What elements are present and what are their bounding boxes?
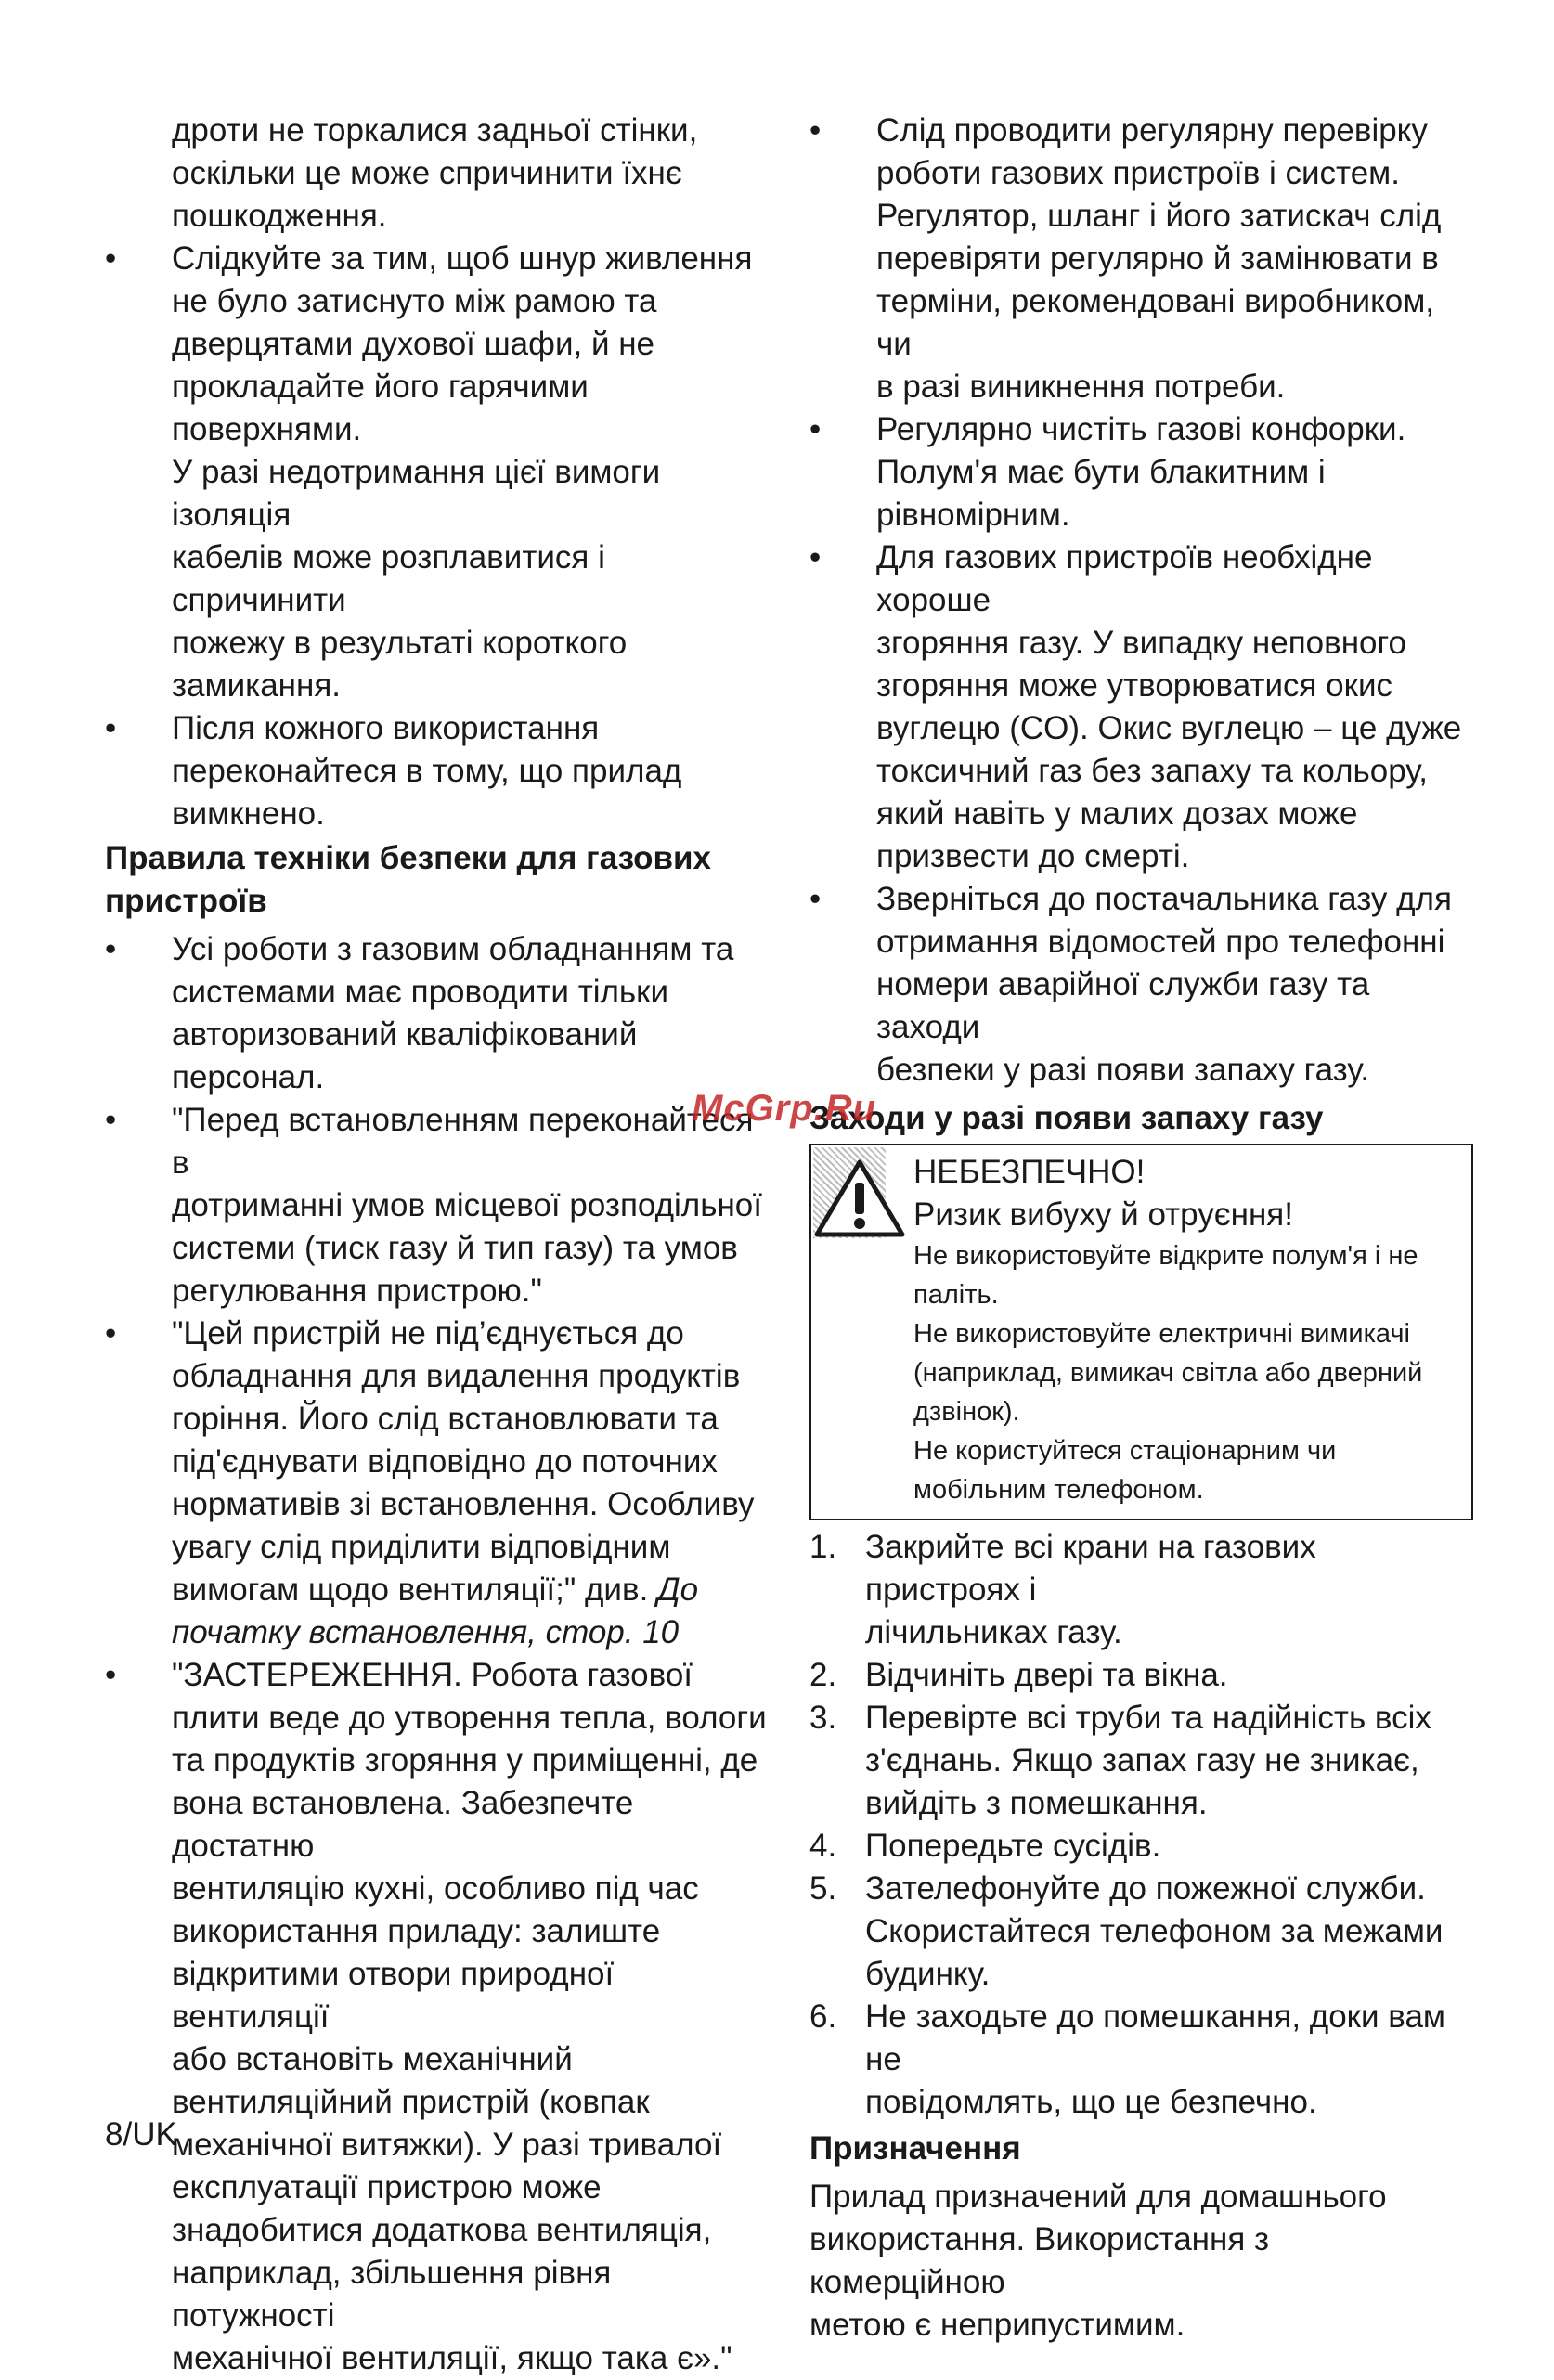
list-item: • "Цей пристрій не під’єднується до обладнання для видалення продуктів горіння. Його слід встановлювати та під'єднувати відповідно до поточних нормативів зі встановлення. Особливу увагу слід приділити відповідним вимогам щодо вентиляції;" див. До початку встановлення, стор. 10 [105, 1313, 773, 1654]
bullet-mark: • [105, 1657, 117, 1693]
page-number: 8/UK [105, 2116, 177, 2153]
list-item: • Регулярно чистіть газові конфорки. Полум'я має бути блакитним і рівномірним. [809, 408, 1473, 537]
list-item: 2. Відчиніть двері та вікна. [809, 1657, 1228, 1693]
cross-reference: початку встановлення, стор. 10 [172, 1614, 680, 1650]
list-item: 6. Не заходьте до помешкання, доки вам не повідомлять, що це безпечно. [809, 1998, 1445, 2120]
list-item: • "ЗАСТЕРЕЖЕННЯ. Робота газової плити веде до утворення тепла, вологи та продуктів згоряння у приміщенні, де вона встановлена. Забезпечте достатню вентиляцію кухні, особливо під час використання приладу: залиште відкритими отвори природної вентиляції або встановіть механічний вентиляційний пристрій (ковпак механічної витяжки). У разі тривалої експлуатації пристрою може знадобитися додаткова вентиляція, наприклад, збільшення рівня потужності механічної вентиляції, якщо така є»." [105, 1654, 773, 2380]
section-heading-gas-smell: Заходи у разі появи запаху газу [809, 1100, 1324, 1136]
section-heading-gas-safety: Правила техніки безпеки для газових пристроїв [105, 840, 712, 919]
continued-text: дроти не торкалися задньої стінки, оскільки це може спричинити їхнє пошкодження. [172, 112, 698, 234]
cross-reference: До [657, 1572, 699, 1608]
bullet-mark: • [105, 1102, 117, 1138]
bullet-mark: • [809, 539, 822, 576]
list-item: 1. Закрийте всі крани на газових пристроях і лічильниках газу. [809, 1529, 1316, 1650]
warning-title: НЕБЕЗПЕЧНО! [913, 1154, 1146, 1190]
list-item: 5. Зателефонуйте до пожежної служби. Скористайтеся телефоном за межами будинку. [809, 1870, 1444, 1992]
watermark: McGrp.Ru [692, 1088, 877, 1129]
warning-triangle-icon [813, 1158, 906, 1238]
bullet-mark: • [809, 411, 822, 447]
bullet-mark: • [105, 710, 117, 746]
list-item: • Після кожного використання переконайтеся в тому, що прилад вимкнено. [105, 707, 773, 835]
danger-warning-box: НЕБЕЗПЕЧНО! Ризик вибуху й отруєння! Не використовуйте відкрите полум'я і не паліть. Не використовуйте електричні вимикачі (наприклад, вимикач світла або дверний дзвінок). Не користуйтеся стаціонарним чи мобільним телефоном. [809, 1144, 1473, 1520]
list-item: • Слідкуйте за тим, щоб шнур живлення не було затиснуто між рамою та дверцятами духової шафи, й не прокладайте його гарячими поверхнями. У разі недотримання цієї вимоги ізоляція кабелів може розплавитися і спричинити пожежу в результаті короткого замикання. [105, 238, 773, 707]
bullet-mark: • [105, 240, 117, 277]
list-item: • Слід проводити регулярну перевірку роботи газових пристроїв і систем. Регулятор, шланг і його затискач слід перевіряти регулярно й замінювати в терміни, рекомендовані виробником, чи в разі виникнення потреби. [809, 110, 1473, 408]
left-column [105, 110, 773, 2380]
bullet-mark: • [105, 931, 117, 967]
bullet-mark: • [105, 1315, 117, 1352]
list-item: • "Перед встановленням переконайтеся в дотриманні умов місцевої розподільної системи (тиск газу й тип газу) та умов регулювання пристрою." [105, 1099, 773, 1313]
list-item: • Зверніться до постачальника газу для отримання відомостей про телефонні номери аварійної служби газу та заходи безпеки у разі появи запаху газу. [809, 878, 1473, 1092]
list-item: • Для газових пристроїв необхідне хороше згоряння газу. У випадку неповного згоряння може утворюватися окис вуглецю (CO). Окис вуглецю – це дуже токсичний газ без запаху та кольору, який навіть у малих дозах може призвести до смерті. [809, 537, 1473, 878]
right-column [809, 110, 1473, 2347]
warning-subtitle: Ризик вибуху й отруєння! [913, 1196, 1293, 1233]
section-heading-purpose: Призначення [809, 2130, 1021, 2167]
purpose-paragraph: Прилад призначений для домашнього використання. Використання з комерційною метою є неприпустимим. [809, 2179, 1387, 2343]
list-item: • Усі роботи з газовим обладнанням та системами має проводити тільки авторизований кваліфікований персонал. [105, 928, 773, 1099]
list-item: 3. Перевірте всі труби та надійність всіх з'єднань. Якщо запах газу не зникає, вийдіть з помешкання. [809, 1700, 1431, 1821]
bullet-mark: • [809, 112, 822, 149]
bullet-mark: • [809, 881, 822, 917]
list-item: 4. Попередьте сусідів. [809, 1828, 1161, 1864]
